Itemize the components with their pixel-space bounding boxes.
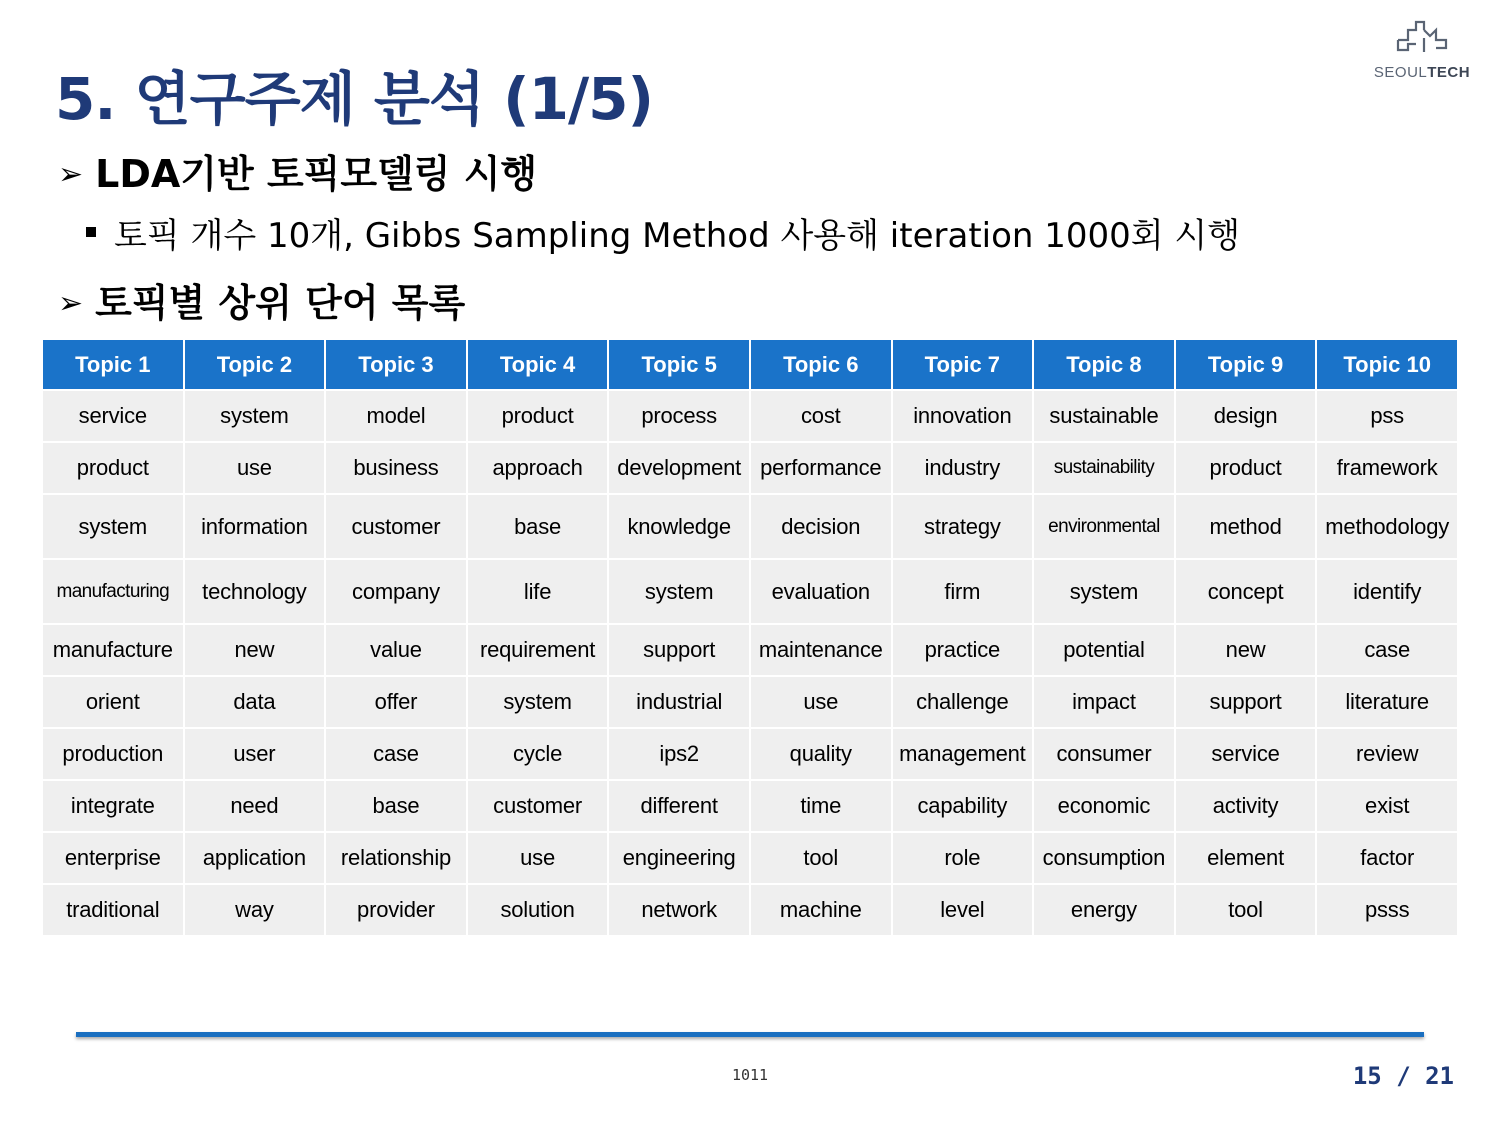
- column-header: Topic 1: [43, 340, 183, 389]
- table-row: [43, 391, 1457, 441]
- column-header: Topic 10: [1317, 340, 1457, 389]
- table-cell: practice: [893, 625, 1033, 675]
- table-cell: user: [185, 729, 325, 779]
- table-cell: performance: [751, 443, 891, 493]
- table-cell: support: [1176, 677, 1316, 727]
- table-row: [43, 495, 1457, 558]
- table-cell: offer: [326, 677, 466, 727]
- table-cell: challenge: [893, 677, 1033, 727]
- table-row: [43, 625, 1457, 675]
- table-cell: base: [326, 781, 466, 831]
- table-cell: economic: [1034, 781, 1174, 831]
- table-cell: development: [609, 443, 749, 493]
- table-cell: orient: [43, 677, 183, 727]
- table-cell: capability: [893, 781, 1033, 831]
- topic-words-table: [41, 338, 1459, 937]
- table-cell: way: [185, 885, 325, 935]
- table-cell: customer: [468, 781, 608, 831]
- table-cell: process: [609, 391, 749, 441]
- table-cell: pss: [1317, 391, 1457, 441]
- table-cell: environmental: [1034, 495, 1174, 558]
- table-cell: technology: [185, 560, 325, 623]
- column-header: Topic 3: [326, 340, 466, 389]
- table-cell: sustainable: [1034, 391, 1174, 441]
- table-cell: engineering: [609, 833, 749, 883]
- table-cell: base: [468, 495, 608, 558]
- table-row: [43, 833, 1457, 883]
- table-cell: product: [1176, 443, 1316, 493]
- table-cell: machine: [751, 885, 891, 935]
- column-header: Topic 2: [185, 340, 325, 389]
- table-cell: need: [185, 781, 325, 831]
- table-cell: energy: [1034, 885, 1174, 935]
- square-bullet-icon: [86, 227, 96, 237]
- table-cell: design: [1176, 391, 1316, 441]
- table-cell: provider: [326, 885, 466, 935]
- table-cell: cost: [751, 391, 891, 441]
- table-cell: new: [1176, 625, 1316, 675]
- table-cell: industrial: [609, 677, 749, 727]
- page-number: 15 / 21: [1352, 1062, 1454, 1090]
- table-cell: evaluation: [751, 560, 891, 623]
- table-cell: network: [609, 885, 749, 935]
- table-cell: potential: [1034, 625, 1174, 675]
- table-cell: system: [43, 495, 183, 558]
- page-title: 5. 연구주제 분석 (1/5): [55, 65, 654, 133]
- table-cell: use: [751, 677, 891, 727]
- table-row: [43, 443, 1457, 493]
- table-cell: solution: [468, 885, 608, 935]
- table-cell: activity: [1176, 781, 1316, 831]
- table-cell: decision: [751, 495, 891, 558]
- table-cell: integrate: [43, 781, 183, 831]
- table-cell: concept: [1176, 560, 1316, 623]
- table-cell: method: [1176, 495, 1316, 558]
- table-cell: review: [1317, 729, 1457, 779]
- table-cell: enterprise: [43, 833, 183, 883]
- table-cell: cycle: [468, 729, 608, 779]
- footer-divider: [76, 1032, 1424, 1037]
- table-cell: information: [185, 495, 325, 558]
- column-header: Topic 6: [751, 340, 891, 389]
- table-cell: psss: [1317, 885, 1457, 935]
- table-cell: product: [468, 391, 608, 441]
- heading-lda-topic-modeling: ➢ LDA기반 토픽모델링 시행: [58, 152, 538, 196]
- table-cell: model: [326, 391, 466, 441]
- column-header: Topic 5: [609, 340, 749, 389]
- table-cell: case: [1317, 625, 1457, 675]
- table-cell: consumption: [1034, 833, 1174, 883]
- table-cell: level: [893, 885, 1033, 935]
- table-cell: production: [43, 729, 183, 779]
- table-cell: system: [1034, 560, 1174, 623]
- table-cell: identify: [1317, 560, 1457, 623]
- table-cell: customer: [326, 495, 466, 558]
- table-row: [43, 560, 1457, 623]
- column-header: Topic 9: [1176, 340, 1316, 389]
- table-row: [43, 729, 1457, 779]
- table-cell: maintenance: [751, 625, 891, 675]
- table-row: [43, 781, 1457, 831]
- table-cell: knowledge: [609, 495, 749, 558]
- column-header: Topic 4: [468, 340, 608, 389]
- table-cell: service: [1176, 729, 1316, 779]
- table-cell: consumer: [1034, 729, 1174, 779]
- table-cell: strategy: [893, 495, 1033, 558]
- table-cell: application: [185, 833, 325, 883]
- column-header: Topic 7: [893, 340, 1033, 389]
- table-row: [43, 677, 1457, 727]
- table-cell: framework: [1317, 443, 1457, 493]
- table-cell: system: [609, 560, 749, 623]
- column-header: Topic 8: [1034, 340, 1174, 389]
- bullet-topic-settings: 토픽 개수 10개, Gibbs Sampling Method 사용해 iteration 1000회 시행: [86, 208, 1240, 257]
- table-cell: case: [326, 729, 466, 779]
- table-cell: product: [43, 443, 183, 493]
- arrow-bullet-icon: ➢: [58, 286, 84, 321]
- table-cell: industry: [893, 443, 1033, 493]
- table-cell: role: [893, 833, 1033, 883]
- table-cell: traditional: [43, 885, 183, 935]
- table-row: [43, 885, 1457, 935]
- table-cell: new: [185, 625, 325, 675]
- table-cell: literature: [1317, 677, 1457, 727]
- table-cell: methodology: [1317, 495, 1457, 558]
- table-cell: company: [326, 560, 466, 623]
- table-cell: firm: [893, 560, 1033, 623]
- table-cell: support: [609, 625, 749, 675]
- table-cell: value: [326, 625, 466, 675]
- building-logo-icon: [1394, 18, 1450, 58]
- table-cell: system: [185, 391, 325, 441]
- table-cell: factor: [1317, 833, 1457, 883]
- table-cell: business: [326, 443, 466, 493]
- seoultech-logo: [1372, 18, 1472, 82]
- logo-wordmark: SEOULTECH: [1373, 64, 1471, 81]
- table-cell: tool: [1176, 885, 1316, 935]
- table-cell: tool: [751, 833, 891, 883]
- table-cell: different: [609, 781, 749, 831]
- table-cell: element: [1176, 833, 1316, 883]
- table-cell: use: [468, 833, 608, 883]
- table-cell: ips2: [609, 729, 749, 779]
- table-cell: approach: [468, 443, 608, 493]
- table-cell: use: [185, 443, 325, 493]
- table-cell: service: [43, 391, 183, 441]
- table-cell: time: [751, 781, 891, 831]
- table-cell: management: [893, 729, 1033, 779]
- table-cell: innovation: [893, 391, 1033, 441]
- table-cell: exist: [1317, 781, 1457, 831]
- table-cell: impact: [1034, 677, 1174, 727]
- table-header-row: [43, 340, 1457, 389]
- heading-top-words-list: ➢ 토픽별 상위 단어 목록: [58, 281, 466, 325]
- table-cell: manufacturing: [43, 560, 183, 623]
- table-cell: manufacture: [43, 625, 183, 675]
- arrow-bullet-icon: ➢: [58, 157, 84, 192]
- table-cell: sustainability: [1034, 443, 1174, 493]
- table-cell: requirement: [468, 625, 608, 675]
- table-cell: data: [185, 677, 325, 727]
- table-cell: relationship: [326, 833, 466, 883]
- table-cell: life: [468, 560, 608, 623]
- table-cell: quality: [751, 729, 891, 779]
- footer-code: 1011: [731, 1066, 769, 1084]
- table-cell: system: [468, 677, 608, 727]
